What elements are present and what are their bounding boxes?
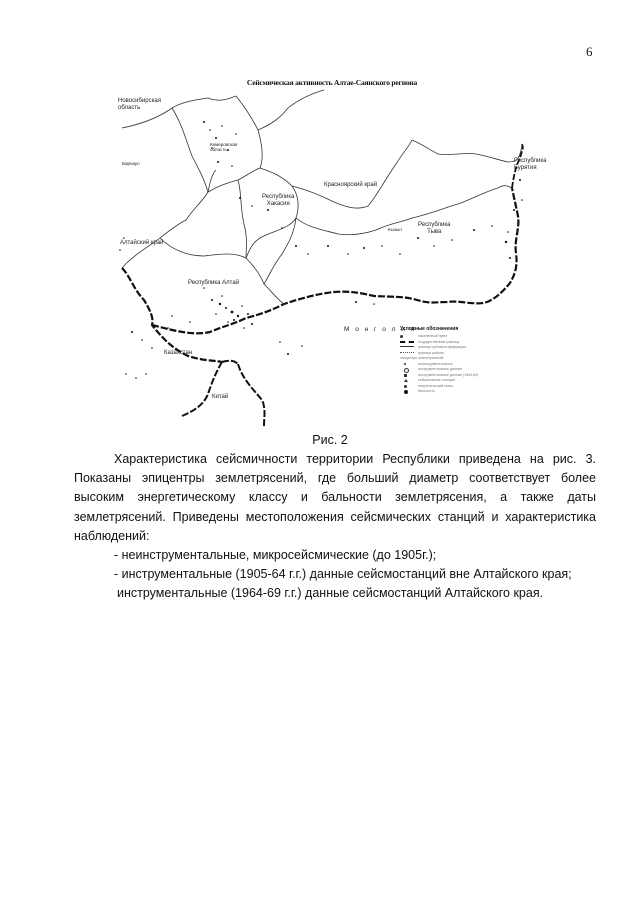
legend-row: сейсмические станции bbox=[400, 378, 550, 384]
figure-caption: Рис. 2 bbox=[312, 433, 348, 447]
label-tyva: Республика Тыва bbox=[418, 222, 451, 235]
map-title: Сейсмическая активность Алтае-Саянского региона bbox=[246, 78, 418, 87]
region-border-tyva-west bbox=[264, 218, 296, 284]
map-legend bbox=[400, 326, 550, 395]
legend-row: энергетический класс bbox=[400, 384, 550, 390]
body-text bbox=[74, 450, 596, 604]
label-kyzyl: Кызыл bbox=[388, 227, 402, 232]
label-khakassia: Республика Хакасия bbox=[262, 194, 295, 207]
region-border-altai-rep bbox=[160, 238, 284, 304]
list-item: - неинструментальные, микросейсмические (до 1905г.); bbox=[114, 548, 437, 563]
region-border-krasnoyarsk bbox=[258, 90, 412, 208]
label-novosibirsk: Новосибирская область bbox=[118, 98, 161, 111]
legend-row: граница субъекта федерации bbox=[400, 345, 550, 351]
region-border-khakassia bbox=[238, 168, 298, 258]
label-china: Китай bbox=[212, 394, 229, 400]
label-altai-republic: Республика Алтай bbox=[188, 280, 240, 286]
region-border-irkutsk bbox=[412, 140, 522, 162]
body-paragraph: Характеристика сейсмичности территории Республики приведена на рис. 3. Показаны эпицентры землетрясений, где больший диаметр соответствует более высоким энергетическому классу и бальности землетрясения, а также даты землетрясений. Приведены местоположения сейсмических станций и характеристика наблюдений: bbox=[74, 452, 596, 543]
label-krasnoyarsk: Красноярский край bbox=[324, 182, 378, 188]
legend-row: граница района bbox=[400, 351, 550, 357]
state-border-mongolia bbox=[152, 188, 518, 333]
label-kemerovo: Кемеровская область bbox=[210, 142, 238, 152]
legend-row: неинструментальные bbox=[400, 362, 550, 368]
legend-row: эпицентры землетрясений: bbox=[400, 356, 445, 360]
region-border-altai-krai bbox=[122, 170, 216, 268]
label-buryatia: Республика Бурятия bbox=[514, 158, 547, 171]
page-number: 6 bbox=[586, 44, 593, 59]
legend-title: Условные обозначения bbox=[400, 326, 459, 332]
region-border-novosibirsk-west bbox=[172, 108, 208, 192]
legend-row: населенный пункт bbox=[400, 334, 550, 340]
legend-row: инструментальные данные bbox=[400, 367, 550, 373]
legend-row: инструментальные данные (1964-69) bbox=[400, 373, 550, 379]
label-altai-krai: Алтайский край bbox=[120, 240, 164, 246]
label-mongolia: М о н г о л и я bbox=[344, 326, 417, 333]
list-item: - инструментальные (1905-64 г.г.) данные сейсмостанций вне Алтайского края; bbox=[114, 567, 572, 582]
legend-row: государственная граница bbox=[400, 340, 550, 346]
label-kazakhstan: Казахстан bbox=[164, 350, 193, 356]
list-item: инструментальные (1964-69 г.г.) данные сейсмостанций Алтайского края. bbox=[117, 586, 544, 601]
legend-row: бальность bbox=[400, 389, 550, 395]
label-barnaul: Барнаул bbox=[122, 161, 140, 166]
seismic-map-figure bbox=[112, 78, 552, 430]
region-border-tyva-north bbox=[296, 186, 512, 235]
